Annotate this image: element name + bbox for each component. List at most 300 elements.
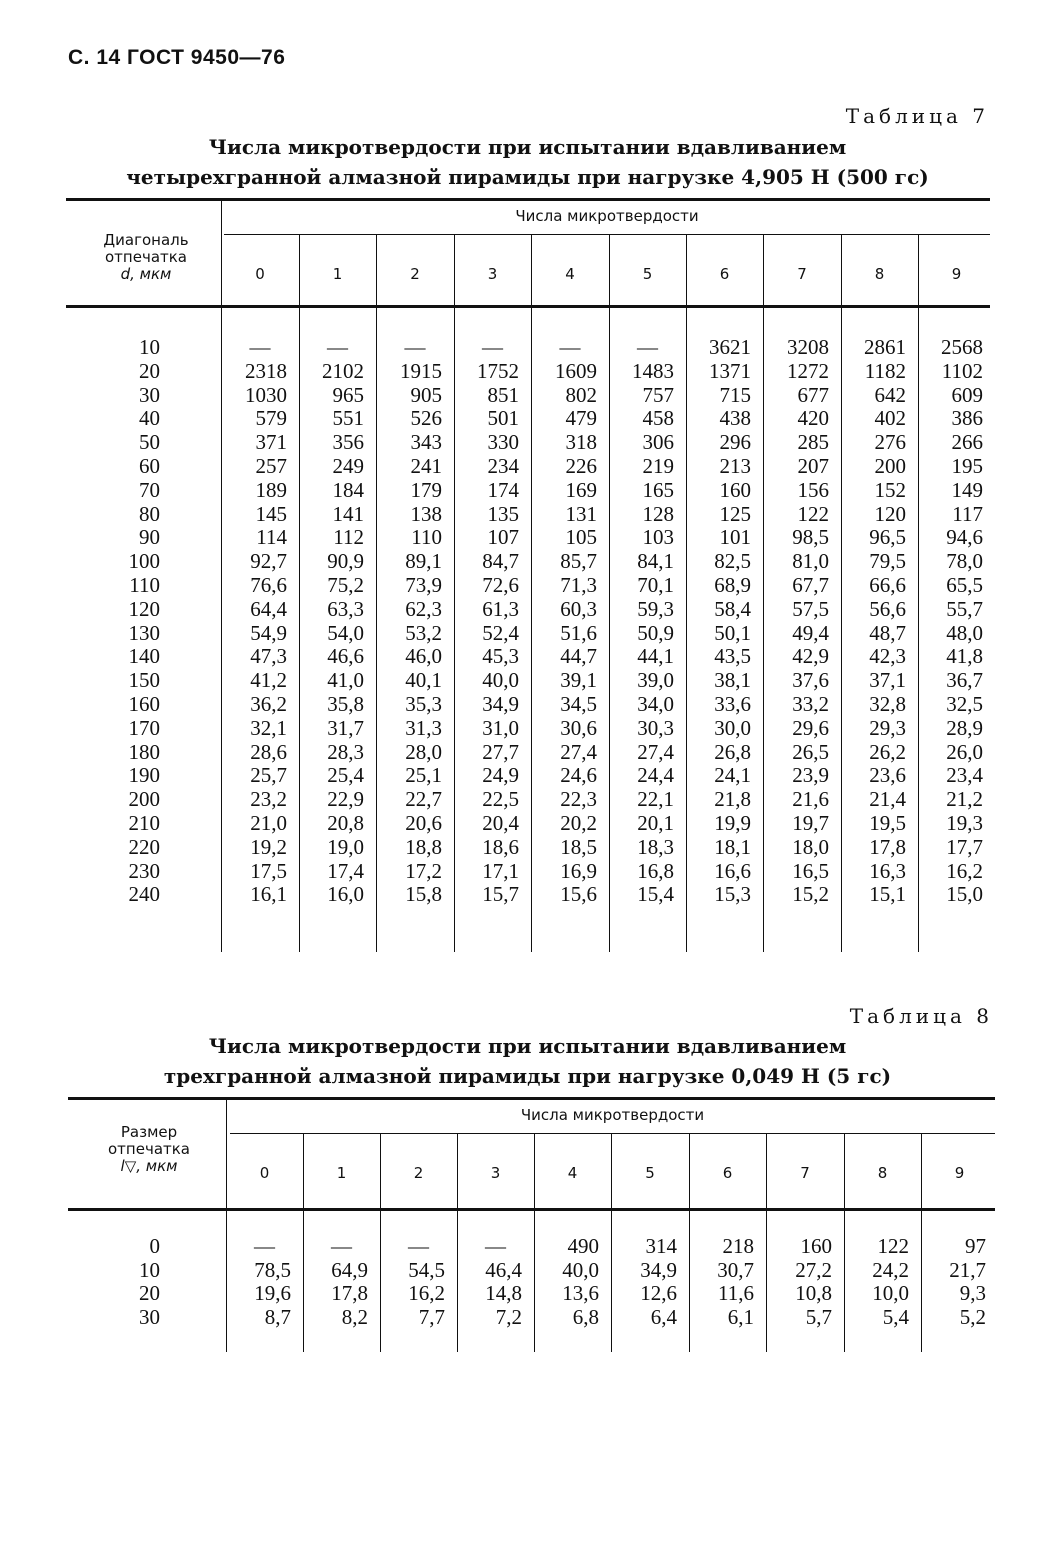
table8-col-header: 3 (490, 1164, 501, 1182)
table8-label: Таблица 8 (849, 1004, 993, 1028)
table7-cell: 125 (719, 501, 751, 526)
table8-cell: 160 (800, 1234, 832, 1258)
table7-cell: 18,8 (405, 834, 442, 859)
table7-cell: 84,1 (637, 549, 674, 574)
table7-cell: 195 (951, 454, 983, 478)
table7-cell: 41,8 (946, 644, 983, 669)
table7-cell: 72,6 (482, 573, 519, 597)
table7-cell: 120 (874, 501, 906, 526)
table7-cell: 28,9 (946, 715, 983, 740)
table8-row-label: 20 (139, 1281, 160, 1306)
table8-cell: 78,5 (254, 1257, 291, 1282)
table8-row-label: 0 (149, 1234, 160, 1258)
table7-cell: 1915 (400, 358, 442, 383)
table7-cell: 110 (411, 525, 442, 550)
table8-cell: 6,1 (727, 1304, 754, 1329)
table8-cell: 46,4 (485, 1257, 522, 1282)
table7-cell: 90,9 (327, 549, 364, 574)
table8-cell: 30,7 (717, 1257, 754, 1282)
table7-cell: 85,7 (560, 549, 597, 574)
table7-col-header: 5 (642, 265, 653, 283)
table7-cell: 19,0 (327, 834, 364, 859)
table7-cell: 33,6 (714, 692, 751, 716)
table7-cell: 152 (874, 477, 906, 502)
table7-cell: 526 (410, 406, 442, 431)
table7-cell: 219 (642, 454, 674, 478)
table7-row-label: 160 (128, 692, 160, 716)
table7-row-label: 190 (128, 763, 160, 788)
table7-cell: 58,4 (714, 596, 751, 621)
table7-cell: — (327, 335, 348, 359)
table7-title-line2: четырехгранной алмазной пирамиды при нагрузке 4,905 Н (500 гс) (126, 165, 929, 189)
table7-cell: 21,4 (869, 787, 906, 812)
table7-cell: 59,3 (637, 596, 674, 621)
table7-cell: 67,7 (792, 573, 829, 597)
table7-cell: 68,9 (714, 573, 751, 597)
table7-cell: 1272 (787, 358, 829, 383)
table7-row-label: 90 (139, 525, 160, 550)
table7-row-label: 180 (128, 739, 160, 764)
table7-cell: 16,0 (327, 882, 364, 907)
table8-cell: 6,4 (650, 1304, 677, 1329)
table7-cell: 241 (410, 454, 442, 478)
table7-cell: 226 (565, 454, 597, 478)
table8-cell: 34,9 (640, 1257, 677, 1282)
table7-cell: 25,7 (250, 763, 287, 788)
table7-cell: 18,1 (714, 834, 751, 859)
table8-cell: 10,0 (872, 1281, 909, 1306)
table8-cell: 5,4 (882, 1304, 909, 1329)
table7-cell: 20,8 (327, 811, 364, 835)
table7-cell: 122 (797, 501, 829, 526)
table7-cell: 56,6 (869, 596, 906, 621)
table7-cell: 20,6 (405, 811, 442, 835)
table7-cell: 174 (487, 477, 519, 502)
table7-row-header-line2: отпечатка (105, 248, 187, 266)
table7-row-label: 210 (128, 811, 160, 835)
table7-cell: 76,6 (250, 573, 287, 597)
table8-col-header: 9 (954, 1164, 965, 1182)
table7-cell: 61,3 (482, 596, 519, 621)
table7-cell: 25,1 (405, 763, 442, 788)
table8-cell: 40,0 (562, 1257, 599, 1282)
table7-cell: 31,3 (405, 715, 442, 740)
table7-cell: 905 (410, 382, 442, 407)
table7-cell: 17,8 (869, 834, 906, 859)
table8-cell: 7,7 (418, 1304, 445, 1329)
table7-row-label: 100 (128, 549, 160, 574)
table7-cell: 169 (565, 477, 597, 502)
table8-col-header: 8 (877, 1164, 888, 1182)
table7-cell: 105 (565, 525, 597, 550)
table7-cell: 19,5 (869, 811, 906, 835)
table7-cell: 92,7 (250, 549, 287, 574)
table7-cell: 22,9 (327, 787, 364, 812)
table8-cell: 7,2 (495, 1304, 522, 1329)
table7-cell: 30,6 (560, 715, 597, 740)
table7-cell: 25,4 (327, 763, 364, 788)
table7-cell: 18,3 (637, 834, 674, 859)
table7-row-header-line3: d, мкм (120, 265, 172, 283)
table7-cell: 1102 (941, 358, 983, 383)
table7-cell: 2318 (245, 358, 287, 383)
table7-cell: 213 (719, 454, 751, 478)
table8-cell: — (485, 1234, 506, 1258)
table7-cell: 16,3 (869, 858, 906, 883)
table7-cell: 156 (797, 477, 829, 502)
table7-cell: 24,4 (637, 763, 674, 788)
table8-cell: 27,2 (795, 1257, 832, 1282)
table7-cell: 103 (642, 525, 674, 550)
table7-cell: 43,5 (714, 644, 751, 669)
table7-cell: — (249, 335, 271, 359)
table7-cell: 19,7 (792, 811, 829, 835)
table8-col-header: 7 (800, 1164, 810, 1182)
table8-cell: 490 (567, 1234, 599, 1258)
table7-cell: 39,0 (637, 668, 674, 693)
table7-cell: 45,3 (482, 644, 519, 669)
table7-cell: 41,2 (250, 668, 287, 693)
table7-cell: 356 (332, 430, 364, 455)
table7-cell: 50,9 (637, 620, 674, 645)
table7-cell: 82,5 (714, 549, 751, 574)
table7-cell: 23,9 (792, 763, 829, 788)
table7-cell: 30,3 (637, 715, 674, 740)
table7-cell: 44,1 (637, 644, 674, 669)
table8-cell: 13,6 (562, 1281, 599, 1306)
table8-col-header: 2 (413, 1164, 424, 1182)
table7-cell: 66,6 (869, 573, 906, 597)
table7-cell: 135 (487, 501, 519, 526)
table7-cell: 40,1 (405, 668, 442, 693)
table7-cell: 19,2 (250, 834, 287, 859)
table7-cell: 37,1 (869, 668, 906, 693)
table7-row-label: 60 (139, 454, 160, 478)
table7-row-label: 110 (129, 573, 160, 597)
table7-cell: 33,2 (792, 692, 829, 716)
table7-row-label: 30 (139, 382, 160, 407)
table7-cell: 16,8 (637, 858, 674, 883)
table7-cell: 32,5 (946, 692, 983, 716)
table8-cell: 11,6 (718, 1281, 754, 1306)
table7-cell: 71,3 (560, 573, 597, 597)
table7-row-label: 10 (139, 335, 160, 359)
table8-col-header: 1 (336, 1164, 347, 1182)
table7-cell: 579 (255, 406, 287, 431)
table7-cell: 21,8 (714, 787, 751, 812)
table7-cell: 318 (565, 430, 597, 455)
table7-cell: 16,9 (560, 858, 597, 883)
table7-row-label: 20 (139, 358, 160, 383)
table7-cell: 44,7 (560, 644, 597, 669)
table7-cell: 26,0 (946, 739, 983, 764)
table7-cell: 16,1 (250, 882, 287, 907)
table7-row-label: 70 (139, 477, 160, 502)
table7-row-label: 120 (128, 596, 160, 621)
table7-cell: 479 (565, 406, 597, 431)
table7-cell: 31,7 (327, 715, 364, 740)
table8-cell: 14,8 (485, 1281, 522, 1306)
table7-cell: 54,9 (250, 620, 287, 645)
table7-cell: 52,4 (482, 620, 519, 645)
table7-cell: 371 (255, 430, 287, 455)
table7-cell: 757 (642, 382, 674, 407)
table7-row-label: 230 (128, 858, 160, 883)
table7-cell: 35,3 (405, 692, 442, 716)
table7-cell: 57,5 (792, 596, 829, 621)
table8-cell: 97 (965, 1234, 986, 1258)
table7-cell: 18,0 (792, 834, 829, 859)
table8-col-header: 0 (259, 1164, 270, 1182)
table7-cell: 36,7 (946, 668, 983, 693)
table7-cell: 2102 (322, 358, 364, 383)
table7-cell: 200 (874, 454, 906, 478)
table7-cell: 965 (332, 382, 364, 407)
table7-cell: 249 (332, 454, 364, 478)
table7-cell: 3208 (787, 335, 829, 359)
table7-cell: 31,0 (482, 715, 519, 740)
table7-cell: 64,4 (250, 596, 287, 621)
table8-cell: 19,6 (254, 1281, 291, 1306)
table7-cell: 141 (332, 501, 364, 526)
table7-cell: 458 (642, 406, 674, 431)
table7-cell: 26,5 (792, 739, 829, 764)
table7-cell: 20,2 (560, 811, 597, 835)
table7-cell: 15,4 (637, 882, 674, 907)
table7-cell: 420 (797, 406, 829, 431)
table7-cell: 15,0 (946, 882, 983, 907)
table7-cell: 47,3 (250, 644, 287, 669)
table7-cell: 330 (487, 430, 519, 455)
table8-row-label: 10 (139, 1257, 160, 1282)
table7-cell: 50,1 (714, 620, 751, 645)
table7-row-header-line1: Диагональ (103, 231, 189, 249)
table7-cell: 73,9 (405, 573, 442, 597)
table7-cell: 131 (565, 501, 597, 526)
table8-cell: 16,2 (408, 1281, 445, 1306)
table7-cell: 343 (410, 430, 442, 455)
table8-cell: 10,8 (795, 1281, 832, 1306)
table7-cell: — (559, 335, 581, 359)
table7-col-header: 4 (565, 265, 575, 283)
table7-col-header: 1 (332, 265, 343, 283)
table7-cell: 23,6 (869, 763, 906, 788)
table8-cell: 12,6 (640, 1281, 677, 1306)
table7-cell: 257 (255, 454, 287, 478)
table7-cell: 46,0 (405, 644, 442, 669)
table7-cell: 38,1 (714, 668, 751, 693)
table7-cell: 22,3 (560, 787, 597, 812)
table8-title-line2: трехгранной алмазной пирамиды при нагрузке 0,049 Н (5 гс) (163, 1064, 892, 1088)
table7-cell: 35,8 (327, 692, 364, 716)
table7-cell: 32,1 (250, 715, 287, 740)
table7-cell: 15,1 (869, 882, 906, 907)
table8-cell: 218 (722, 1234, 754, 1258)
table7-cell: 78,0 (946, 549, 983, 574)
table7-cell: 15,2 (792, 882, 829, 907)
table7-cell: 42,9 (792, 644, 829, 669)
table7-title-line1: Числа микротвердости при испытании вдавливанием (208, 135, 847, 159)
table7-cell: 145 (255, 501, 287, 526)
table7-cell: 39,1 (560, 668, 597, 693)
table8-cell: 64,9 (331, 1257, 368, 1282)
table8-cell: 24,2 (872, 1257, 909, 1282)
table7-row-label: 130 (128, 620, 160, 645)
table7-cell: 285 (797, 430, 829, 455)
table8-col-header: 4 (567, 1164, 578, 1182)
table7-cell: 51,6 (560, 620, 597, 645)
table7-cell: 24,9 (482, 763, 519, 788)
table7-cell: 179 (410, 477, 442, 502)
table7-cell: 21,0 (250, 811, 287, 835)
table7-cell: 17,7 (946, 834, 983, 859)
table7-cell: 101 (719, 525, 751, 550)
table8-cell: — (331, 1234, 352, 1258)
table7-cell: 851 (487, 382, 519, 407)
table8-cell: 5,2 (959, 1304, 986, 1329)
table7-col-header: 8 (874, 265, 885, 283)
table8-cell: 314 (645, 1234, 677, 1258)
table7-col-header: 6 (719, 265, 730, 283)
table7-cell: 17,2 (405, 858, 442, 883)
table7-cell: 642 (874, 382, 906, 407)
table7-cell: 34,0 (637, 692, 674, 716)
table7-cell: 3621 (709, 335, 751, 359)
table8-row-header-line2: отпечатка (108, 1140, 190, 1158)
table7-cell: 63,3 (327, 596, 364, 621)
table7-cell: 75,2 (327, 573, 364, 597)
table7-cell: 438 (719, 406, 751, 431)
table7-row-label: 40 (139, 406, 160, 431)
table7-cell: 551 (332, 406, 364, 431)
table7-cell: 49,4 (792, 620, 829, 645)
table7-cell: 28,6 (250, 739, 287, 764)
table7-cell: 19,9 (714, 811, 751, 835)
table7-cell: 114 (256, 525, 287, 550)
table7-cell: — (404, 335, 426, 359)
table8-row-header-line3: l▽, мкм (120, 1157, 178, 1175)
table8-cell: 9,3 (959, 1281, 986, 1306)
table7-cell: 117 (952, 501, 983, 526)
table7-cell: 276 (874, 430, 906, 455)
table7-cell: 165 (642, 477, 674, 502)
table7-cell: 2568 (941, 335, 983, 359)
table7-cell: 79,5 (869, 549, 906, 574)
table8-col-header: 6 (722, 1164, 733, 1182)
table7-group-header: Числа микротвердости (515, 207, 699, 225)
table7-cell: 94,6 (946, 525, 983, 550)
table7-cell: 48,0 (946, 620, 983, 645)
table7-cell: 1609 (555, 358, 597, 383)
page-header: С. 14 ГОСТ 9450—76 (68, 46, 286, 69)
table7-cell: 23,4 (946, 763, 983, 788)
table7-row-label: 200 (128, 787, 160, 812)
table7-cell: 20,1 (637, 811, 674, 835)
table7-cell: 15,6 (560, 882, 597, 907)
table7-cell: 81,0 (792, 549, 829, 574)
table7-cell: 15,3 (714, 882, 751, 907)
table7-cell: 160 (719, 477, 751, 502)
table7-cell: 23,2 (250, 787, 287, 812)
table7-cell: 26,2 (869, 739, 906, 764)
table7-cell: 112 (333, 525, 364, 550)
table7-cell: 715 (719, 382, 751, 407)
table7-cell: 24,6 (560, 763, 597, 788)
table7-cell: 62,3 (405, 596, 442, 621)
table7-row-label: 50 (139, 430, 160, 455)
table7-cell: 1752 (477, 358, 519, 383)
table7-cell: 1030 (245, 382, 287, 407)
table8-row-header-line1: Размер (120, 1123, 178, 1141)
table7-cell: 16,2 (946, 858, 983, 883)
table7-cell: 1182 (864, 358, 906, 383)
table7-cell: 802 (565, 382, 597, 407)
table7-row-label: 150 (128, 668, 160, 693)
table7-cell: 266 (951, 430, 983, 455)
table7-cell: 42,3 (869, 644, 906, 669)
table7-cell: 19,3 (946, 811, 983, 835)
table7-cell: 17,1 (482, 858, 519, 883)
table8-cell: 8,7 (264, 1304, 291, 1329)
table7-cell: 84,7 (482, 549, 519, 574)
table7-row-label: 80 (139, 501, 160, 526)
table7-cell: 26,8 (714, 739, 751, 764)
table7-cell: 234 (487, 454, 519, 478)
table8-row-label: 30 (139, 1304, 160, 1329)
table7-col-header: 0 (255, 265, 265, 283)
table7-cell: 306 (642, 430, 674, 455)
table7-cell: 22,1 (637, 787, 674, 812)
table7-row-label: 170 (128, 715, 160, 740)
table7-cell: 16,5 (792, 858, 829, 883)
table7-cell: 28,0 (405, 739, 442, 764)
table7-cell: 18,6 (482, 834, 519, 859)
table7-row-label: 140 (128, 644, 160, 669)
table7-cell: 18,5 (560, 834, 597, 859)
table7-cell: 184 (332, 477, 364, 502)
table7-cell: 30,0 (714, 715, 751, 740)
table7-col-header: 2 (410, 265, 420, 283)
table7-col-header: 7 (797, 265, 807, 283)
table7-cell: 41,0 (327, 668, 364, 693)
table7-cell: 1483 (632, 358, 674, 383)
table7-cell: 609 (951, 382, 983, 407)
table8-cell: 122 (877, 1234, 909, 1258)
table7-cell: 53,2 (405, 620, 442, 645)
table8-cell: 6,8 (572, 1304, 599, 1329)
table7-cell: 138 (410, 501, 442, 526)
table7-cell: 37,6 (792, 668, 829, 693)
table7-cell: 27,4 (637, 739, 674, 764)
table7-cell: 96,5 (869, 525, 906, 550)
table7-cell: 28,3 (327, 739, 364, 764)
table8-cell: 5,7 (805, 1304, 832, 1329)
table7-cell: 677 (797, 382, 829, 407)
table7-cell: 16,6 (714, 858, 751, 883)
table7-cell: 24,1 (714, 763, 751, 788)
table7-cell: 29,3 (869, 715, 906, 740)
table7-cell: 29,6 (792, 715, 829, 740)
table7-cell: 20,4 (482, 811, 519, 835)
table7-cell: 296 (719, 430, 751, 455)
table7-cell: 32,8 (869, 692, 906, 716)
table7-cell: — (637, 335, 658, 359)
table8-cell: 8,2 (341, 1304, 368, 1329)
table7-cell: — (482, 335, 503, 359)
table7-row-label: 240 (128, 882, 160, 907)
table7-cell: 70,1 (637, 573, 674, 597)
table7-cell: 1371 (709, 358, 751, 383)
